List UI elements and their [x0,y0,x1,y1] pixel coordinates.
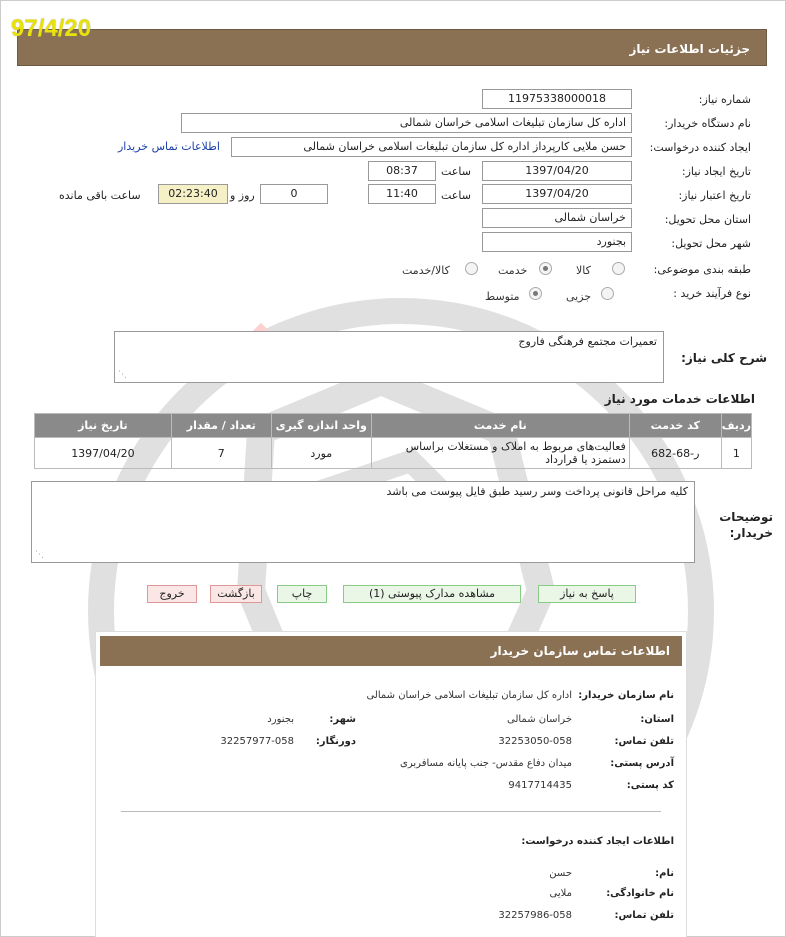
valid-date-label: تاریخ اعتبار نیاز: [678,189,751,202]
cell-quantity: 7 [171,438,271,469]
process-radio-medium[interactable] [529,287,542,300]
col-row-number: ردیف [721,414,751,438]
contact-card-title: اطلاعات تماس سازمان خریدار [490,644,670,658]
contact-address-value: میدان دفاع مقدس- جنب پایانه مسافربری [400,758,572,769]
page-title: جزئیات اطلاعات نیاز [629,42,750,56]
summary-label: شرح کلی نیاز: [681,351,767,365]
category-radio-goods-service[interactable] [465,262,478,275]
notes-field [31,481,695,563]
contact-province-label: استان: [640,714,674,725]
requester-first-name-value: حسن [549,868,572,879]
page-header [17,29,767,66]
city-field: بجنورد [482,232,632,252]
created-date-field: 1397/04/20 [482,161,632,181]
cell-row-number: 1 [721,438,751,469]
attachments-button[interactable]: مشاهده مدارک پیوستی (1) [343,585,521,603]
contact-phone-label: تلفن تماس: [614,736,674,747]
valid-time-label: ساعت [441,189,471,202]
resize-grip-icon[interactable]: ⋰ [118,370,127,380]
contact-fax-value: 32257977-058 [220,736,294,747]
created-date-label: تاریخ ایجاد نیاز: [681,165,751,178]
buyer-contact-link[interactable]: اطلاعات تماس خریدار [118,140,220,153]
requester-section-title: اطلاعات ایجاد کننده درخواست: [521,836,674,847]
days-field: 0 [260,184,328,204]
contact-phone-value: 32253050-058 [498,736,572,747]
contact-org-label: نام سازمان خریدار: [578,690,674,701]
valid-date-field: 1397/04/20 [482,184,632,204]
process-radio-minor[interactable] [601,287,614,300]
summary-text: تعمیرات مجتمع فرهنگی فاروج [518,335,657,348]
services-title: اطلاعات خدمات مورد نیاز [604,392,755,406]
back-button[interactable]: بازگشت [210,585,262,603]
remaining-time-label: ساعت باقی مانده [59,189,141,202]
requester-label: ایجاد کننده درخواست: [649,141,751,154]
created-time-label: ساعت [441,165,471,178]
contact-city-value: بجنورد [267,714,294,725]
remaining-time-field: 02:23:40 [158,184,228,204]
notes-text: کلیه مراحل قانونی پرداخت وسر رسید طبق فایل پیوست می باشد [386,485,688,498]
resize-grip-icon[interactable]: ⋰ [35,550,44,560]
requester-field: حسن ملایی کارپرداز اداره کل سازمان تبلیغات اسلامی خراسان شمالی [231,137,632,157]
buyer-org-label: نام دستگاه خریدار: [664,117,751,130]
contact-postal-value: 9417714435 [508,780,572,791]
reply-button[interactable]: پاسخ به نیاز [538,585,636,603]
col-quantity: تعداد / مقدار [171,414,271,438]
requester-last-name-label: نام خانوادگی: [606,888,674,899]
province-field: خراسان شمالی [482,208,632,228]
card-divider [121,811,661,812]
category-service-label: خدمت [498,264,528,277]
requester-phone-value: 32257986-058 [498,910,572,921]
requester-phone-label: تلفن تماس: [614,910,674,921]
process-medium-label: متوسط [485,290,520,303]
category-goods-service-label: کالا/خدمت [402,264,450,277]
contact-org-value: اداره کل سازمان تبلیغات اسلامی خراسان شمالی [366,690,572,701]
cell-need-date: 1397/04/20 [35,438,172,469]
col-service-code: کد خدمت [629,414,721,438]
contact-province-value: خراسان شمالی [506,714,572,725]
category-goods-label: کالا [576,264,591,277]
contact-address-label: آدرس پستی: [610,758,674,769]
requester-last-name-value: ملایی [549,888,572,899]
valid-time-field: 11:40 [368,184,436,204]
need-number-field: 11975338000018 [482,89,632,109]
category-radio-service[interactable] [539,262,552,275]
summary-field [114,331,664,383]
city-label: شهر محل تحویل: [671,237,751,250]
need-number-label: شماره نیاز: [698,93,751,106]
category-label: طبقه بندی موضوعی: [653,263,751,276]
buyer-org-field: اداره کل سازمان تبلیغات اسلامی خراسان شمالی [181,113,632,133]
province-label: استان محل تحویل: [664,213,751,226]
contact-fax-label: دورنگار: [315,736,356,747]
category-radio-goods[interactable] [612,262,625,275]
table-row [35,438,752,469]
exit-button[interactable]: خروج [147,585,197,603]
requester-first-name-label: نام: [655,868,674,879]
print-button[interactable]: چاپ [277,585,327,603]
contact-card [95,631,687,937]
date-stamp: 97/4/20 [11,15,92,42]
days-label: روز و [230,189,255,202]
cell-service-name: فعالیت‌های مربوط به املاک و مستغلات براساس دستمزد یا قرارداد [371,438,629,469]
col-need-date: تاریخ نیاز [35,414,172,438]
process-minor-label: جزیی [566,290,592,303]
contact-postal-label: کد پستی: [626,780,674,791]
contact-city-label: شهر: [329,714,356,725]
cell-service-code: ر-68-682 [629,438,721,469]
notes-label: توضیحات خریدار: [719,510,773,540]
col-unit: واحد اندازه گیری [271,414,371,438]
created-time-field: 08:37 [368,161,436,181]
services-table [34,413,752,469]
table-header-row [35,414,752,438]
cell-unit: مورد [271,438,371,469]
contact-card-header [100,636,682,666]
process-label: نوع فرآیند خرید : [673,287,751,300]
col-service-name: نام خدمت [371,414,629,438]
